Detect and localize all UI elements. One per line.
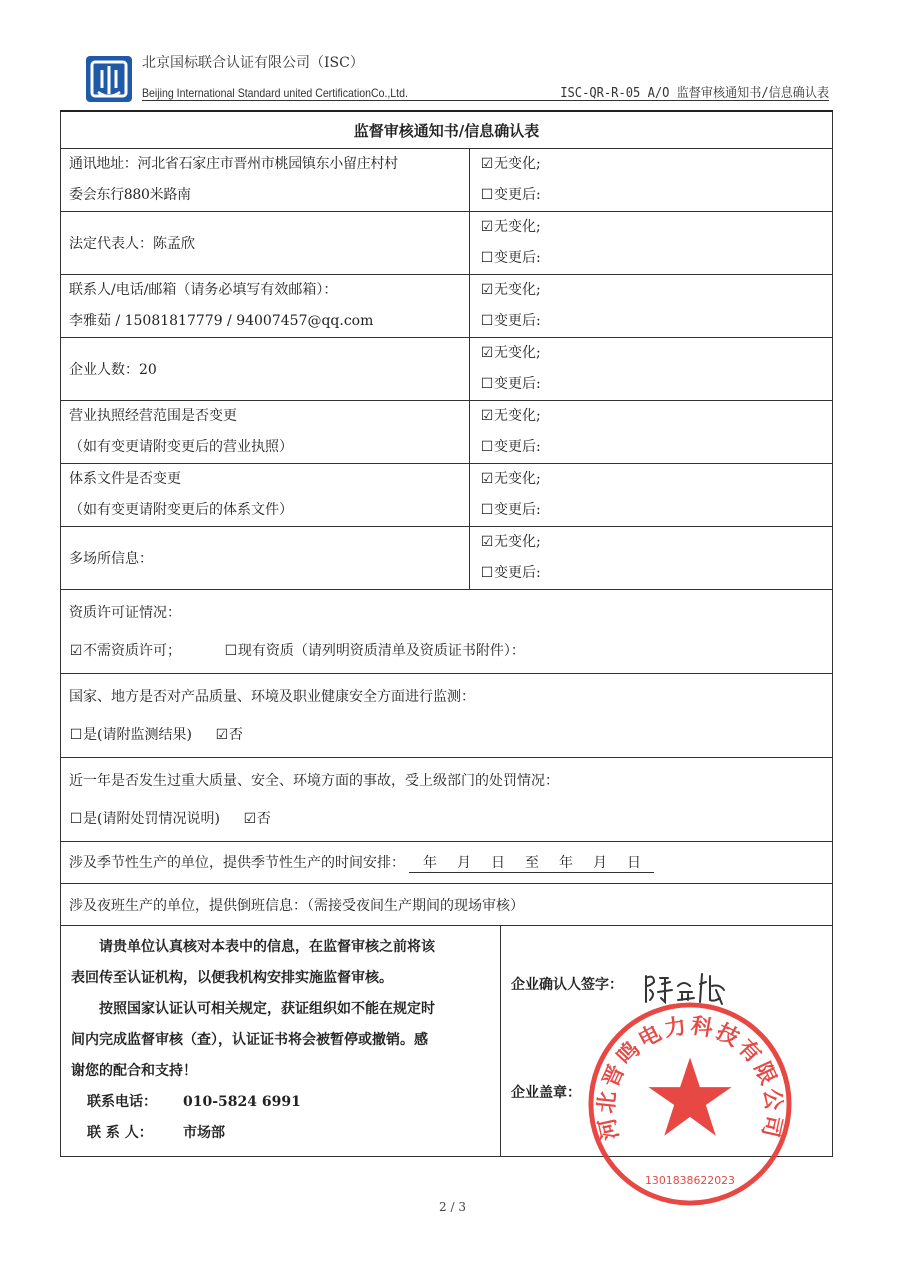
option-changed[interactable]: ☐变更后: [478, 306, 824, 337]
address-line1: 通讯地址：河北省石家庄市晋州市桃园镇东小留庄村村 [69, 156, 398, 172]
qualification-options [69, 632, 824, 670]
seal-star-icon [648, 1057, 731, 1135]
checkbox-checked-icon[interactable]: ☑ [480, 156, 494, 172]
form-title-row [61, 111, 833, 149]
contact-label: 联 系 人： [87, 1124, 153, 1141]
contact-line1: 联系人/电话/邮箱（请务必填写有效邮箱）： [69, 282, 338, 298]
checkbox-unchecked-icon[interactable]: ☐ [480, 376, 494, 392]
no-qualification-option: 不需资质许可； [83, 642, 181, 659]
night-shift-label: 涉及夜班生产的单位，提供倒班信息：（需接受夜间生产期间的现场审核） [61, 884, 833, 926]
form-row-qualification [61, 590, 833, 674]
company-name-en: Beijing International Standard united CertificationCo.,Ltd. [142, 86, 408, 100]
phone-number: 010-5824 6991 [183, 1093, 301, 1110]
checkbox-unchecked-icon[interactable]: ☐ [224, 642, 238, 659]
multi-site-options [470, 527, 833, 590]
monitoring-options [69, 716, 824, 754]
monitoring-cell [61, 674, 833, 758]
page-header [84, 52, 829, 104]
form-row-license [61, 401, 833, 464]
accident-options [69, 800, 824, 838]
accident-no-option: 否 [256, 810, 271, 827]
seasonal-label: 涉及季节性生产的单位，提供季节性生产的时间安排： [69, 855, 405, 871]
license-line2: （如有变更请附变更后的营业执照） [69, 439, 293, 455]
monitoring-no-option: 否 [228, 726, 243, 743]
checkbox-checked-icon[interactable]: ☑ [215, 726, 229, 743]
employees-options [470, 338, 833, 401]
monitoring-yes-option: 是(请附监测结果) [83, 726, 192, 743]
option-changed[interactable]: ☐变更后: [478, 369, 824, 400]
seal-text: 河北晋鸣电力科技有限公司 [593, 1013, 787, 1143]
notice-text: 谢您的配合和支持！ [71, 1062, 197, 1079]
multi-site-label: 多场所信息： [61, 527, 470, 590]
option-no-change[interactable]: ☑无变化; [478, 464, 824, 495]
checkbox-unchecked-icon[interactable]: ☐ [69, 810, 83, 827]
accident-yes-option: 是(请附处罚情况说明) [83, 810, 220, 827]
contact-dept: 市场部 [183, 1124, 225, 1141]
notice-text: 请贵单位认真核对本表中的信息，在监督审核之前将该 [99, 938, 435, 955]
system-docs-options [470, 464, 833, 527]
option-no-change[interactable]: ☑无变化; [478, 275, 824, 306]
notice-text: 表回传至认证机构，以便我机构安排实施监督审核。 [71, 969, 393, 986]
checkbox-checked-icon[interactable]: ☑ [480, 282, 494, 298]
seal-number: 1301838622023 [645, 1174, 735, 1188]
company-seal [586, 1000, 794, 1208]
signature-label: 企业确认人签字： [511, 977, 623, 993]
form-row-seasonal [61, 842, 833, 884]
checkbox-checked-icon[interactable]: ☑ [480, 345, 494, 361]
phone-label: 联系电话： [87, 1093, 157, 1110]
legal-rep-options [470, 212, 833, 275]
form-row-night-shift [61, 884, 833, 926]
system-docs-line1: 体系文件是否变更 [69, 471, 181, 487]
option-no-change[interactable]: ☑无变化; [478, 401, 824, 432]
form-title: 监督审核通知书/信息确认表 [61, 111, 833, 149]
seasonal-cell [61, 842, 833, 884]
option-changed[interactable]: ☐变更后: [478, 432, 824, 463]
checkbox-checked-icon[interactable]: ☑ [480, 408, 494, 424]
checkbox-unchecked-icon[interactable]: ☐ [480, 313, 494, 329]
notice-text: 按照国家认证认可相关规定，获证组织如不能在规定时 [99, 1000, 435, 1017]
page-number: 2 / 3 [439, 1200, 466, 1214]
checkbox-checked-icon[interactable]: ☑ [243, 810, 257, 827]
option-no-change[interactable]: ☑无变化; [478, 527, 824, 558]
qualification-cell [61, 590, 833, 674]
option-changed[interactable]: ☐变更后: [478, 558, 824, 589]
option-changed[interactable]: ☐变更后: [478, 495, 824, 526]
form-row-legal-rep [61, 212, 833, 275]
notice-cell [61, 926, 501, 1157]
contact-person-line [71, 1118, 490, 1149]
checkbox-checked-icon[interactable]: ☑ [69, 642, 83, 659]
checkbox-checked-icon[interactable]: ☑ [480, 219, 494, 235]
seasonal-date-range-field[interactable]: 年 月 日 至 年 月 日 [409, 852, 654, 873]
license-options [470, 401, 833, 464]
contact-cell [61, 275, 470, 338]
checkbox-unchecked-icon[interactable]: ☐ [480, 502, 494, 518]
system-docs-cell [61, 464, 470, 527]
option-changed[interactable]: ☐变更后: [478, 243, 824, 274]
contact-line2: 李雅茹 / 15081817779 / 94007457@qq.com [69, 313, 374, 329]
checkbox-unchecked-icon[interactable]: ☐ [480, 187, 494, 203]
header-divider [142, 100, 829, 101]
contact-options [470, 275, 833, 338]
isc-logo-icon [84, 54, 134, 104]
existing-qualification-option: 现有资质（请列明资质清单及资质证书附件）： [237, 642, 525, 659]
qualification-label: 资质许可证情况： [69, 604, 181, 621]
monitoring-label: 国家、地方是否对产品质量、环境及职业健康安全方面进行监测： [69, 688, 475, 705]
option-no-change[interactable]: ☑无变化; [478, 212, 824, 243]
license-cell [61, 401, 470, 464]
form-row-monitoring [61, 674, 833, 758]
contact-phone-line [71, 1087, 490, 1118]
option-changed[interactable]: ☐变更后: [478, 180, 824, 211]
address-line2: 委会东行880米路南 [69, 187, 191, 203]
option-no-change[interactable]: ☑无变化; [478, 149, 824, 180]
form-row-contact [61, 275, 833, 338]
form-row-multi-site [61, 527, 833, 590]
checkbox-unchecked-icon[interactable]: ☐ [480, 250, 494, 266]
company-name-cn: 北京国标联合认证有限公司（ISC） [142, 55, 364, 71]
notice-text: 间内完成监督审核（查），认证证书将会被暂停或撤销。感 [71, 1031, 428, 1048]
checkbox-unchecked-icon[interactable]: ☐ [480, 439, 494, 455]
form-row-address [61, 149, 833, 212]
form-row-employees [61, 338, 833, 401]
address-options [470, 149, 833, 212]
checkbox-checked-icon[interactable]: ☑ [480, 471, 494, 487]
system-docs-line2: （如有变更请附变更后的体系文件） [69, 502, 293, 518]
checkbox-checked-icon[interactable]: ☑ [480, 534, 494, 550]
seal-label: 企业盖章： [511, 1085, 581, 1101]
license-line1: 营业执照经营范围是否变更 [69, 408, 237, 424]
legal-rep-label: 法定代表人：陈孟欣 [61, 212, 470, 275]
address-cell [61, 149, 470, 212]
form-row-accident [61, 758, 833, 842]
accident-label: 近一年是否发生过重大质量、安全、环境方面的事故，受上级部门的处罚情况： [69, 772, 559, 789]
accident-cell [61, 758, 833, 842]
checkbox-unchecked-icon[interactable]: ☐ [480, 565, 494, 581]
document-code: ISC-QR-R-05 A/O 监督审核通知书/信息确认表 [560, 86, 829, 101]
employees-label: 企业人数：20 [61, 338, 470, 401]
form-row-system-docs [61, 464, 833, 527]
checkbox-unchecked-icon[interactable]: ☐ [69, 726, 83, 743]
option-no-change[interactable]: ☑无变化; [478, 338, 824, 369]
